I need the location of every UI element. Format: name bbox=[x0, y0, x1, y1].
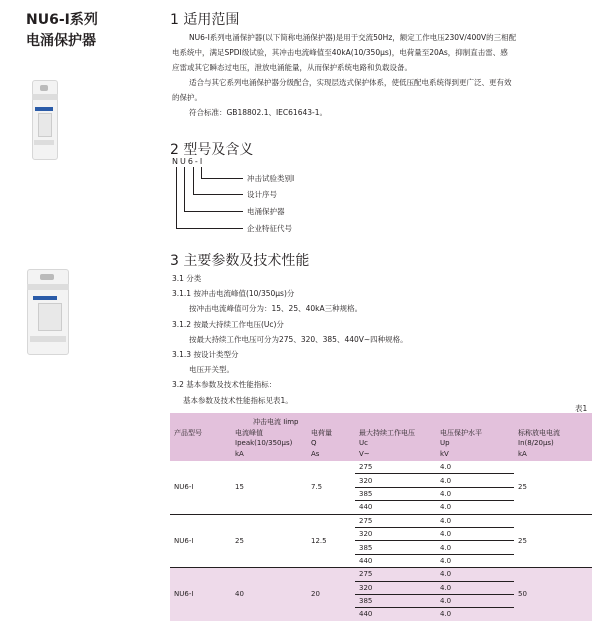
cell-up: 4.0 bbox=[436, 514, 514, 527]
cell-up: 4.0 bbox=[436, 474, 514, 487]
code-item-design-no: 设计序号 bbox=[247, 190, 277, 199]
cell-model: NU6-Ⅰ bbox=[174, 483, 194, 492]
section3-line: 按最大持续工作电压可分为275、320、385、440V~四种规格。 bbox=[189, 334, 408, 344]
cell-in: 25 bbox=[518, 483, 527, 492]
section3-line: 3.1 分类 bbox=[172, 274, 202, 283]
section3-line: 基本参数及技术性能指标见表1。 bbox=[183, 395, 293, 405]
cell-uc: 385 bbox=[355, 487, 436, 500]
section3-line: 3.1.1 按冲击电流峰值(10/350μs)分 bbox=[172, 289, 295, 299]
table-row bbox=[170, 568, 592, 581]
cell-up: 4.0 bbox=[436, 594, 514, 607]
cell-model: NU6-Ⅰ bbox=[170, 568, 231, 621]
section1-line: 应雷或其它瞬态过电压，泄放电涌能量，从而保护系统电路和负载设备。 bbox=[172, 63, 412, 72]
section2-heading: 2 型号及含义 bbox=[170, 142, 254, 158]
section3-line: 电压开关型。 bbox=[189, 365, 234, 375]
section3-line: 3.2 基本参数及技术性能指标： bbox=[172, 380, 277, 390]
table-row bbox=[170, 461, 592, 474]
cell-up: 4.0 bbox=[436, 568, 514, 581]
cell-ipeak: 25 bbox=[231, 514, 307, 568]
cell-model: NU6-Ⅰ bbox=[170, 514, 231, 568]
section1-line: 适合与其它系列电涌保护器分级配合，实现层选式保护体系，使低压配电系统得到更广泛、更有效 bbox=[189, 78, 512, 87]
code-item-test-class: 冲击试验类别Ⅰ bbox=[247, 174, 295, 183]
code-item-company-code: 企业特征代号 bbox=[247, 224, 292, 233]
section1-body bbox=[172, 30, 592, 120]
product-title-line2: 电涌保护器 bbox=[26, 33, 96, 49]
section1-line: 的保护。 bbox=[172, 93, 202, 102]
product-title-line1: NU6-Ⅰ系列 bbox=[26, 12, 98, 28]
parameters-table bbox=[170, 413, 592, 621]
section1-line: 电系统中，满足SPDⅠ级试验，其冲击电流峰值至40kA(10/350μs)，电荷量至20As，抑制直击雷、感 bbox=[172, 48, 508, 57]
section1-heading: 1 适用范围 bbox=[170, 12, 240, 28]
cell-up: 4.0 bbox=[440, 463, 452, 472]
cell-charge: 12.5 bbox=[307, 514, 355, 568]
cell-in: 25 bbox=[514, 514, 592, 568]
header-ipeak: 冲击电流 Iimp 电流峰值 Ipeak(10/350μs) kA bbox=[231, 413, 307, 461]
cell-up: 4.0 bbox=[436, 554, 514, 567]
product-title bbox=[26, 12, 98, 50]
code-item-spd: 电涌保护器 bbox=[247, 207, 285, 216]
section3-heading: 3 主要参数及技术性能 bbox=[170, 253, 310, 269]
cell-up: 4.0 bbox=[436, 487, 514, 500]
cell-uc: 320 bbox=[355, 527, 436, 540]
cell-uc: 275 bbox=[359, 463, 373, 472]
header-in: 标称放电电流 In(8/20μs) kA bbox=[514, 413, 592, 461]
cell-ipeak: 15 bbox=[235, 483, 244, 492]
cell-charge: 7.5 bbox=[311, 483, 323, 492]
section3-body bbox=[172, 271, 592, 408]
header-model: 产品型号 bbox=[170, 413, 231, 461]
table-header bbox=[170, 413, 592, 461]
cell-in: 50 bbox=[514, 568, 592, 621]
cell-uc: 440 bbox=[355, 554, 436, 567]
cell-up: 4.0 bbox=[436, 608, 514, 621]
table-label: 表1 bbox=[575, 404, 588, 413]
cell-up: 4.0 bbox=[436, 581, 514, 594]
header-up: 电压保护水平 Up kV bbox=[436, 413, 514, 461]
header-uc: 最大持续工作电压 Uc V~ bbox=[355, 413, 436, 461]
section1-line: 符合标准：GB18802.1、IEC61643-1。 bbox=[189, 108, 327, 117]
cell-uc: 385 bbox=[355, 541, 436, 554]
cell-uc: 320 bbox=[355, 474, 436, 487]
cell-up: 4.0 bbox=[436, 527, 514, 540]
table-row bbox=[170, 514, 592, 527]
cell-uc: 385 bbox=[355, 594, 436, 607]
cell-ipeak: 40 bbox=[231, 568, 307, 621]
cell-uc: 275 bbox=[355, 514, 436, 527]
cell-up: 4.0 bbox=[436, 501, 514, 514]
cell-uc: 440 bbox=[355, 608, 436, 621]
cell-uc: 275 bbox=[355, 568, 436, 581]
section1-line: NU6-Ⅰ系列电涌保护器(以下简称电涌保护器)是用于交流50Hz，额定工作电压230V/400V的三相配 bbox=[189, 33, 517, 42]
section3-line: 3.1.2 按最大持续工作电压(Uc)分 bbox=[172, 319, 284, 329]
cell-charge: 20 bbox=[307, 568, 355, 621]
cell-uc: 320 bbox=[355, 581, 436, 594]
cell-uc: 440 bbox=[355, 501, 436, 514]
model-code: NU6-Ⅰ bbox=[172, 157, 205, 166]
header-charge: 电荷量 Q As bbox=[307, 413, 355, 461]
section3-line: 3.1.3 按设计类型分 bbox=[172, 350, 239, 360]
section3-line: 按冲击电流峰值可分为：15、25、40kA三种规格。 bbox=[189, 304, 363, 314]
cell-up: 4.0 bbox=[436, 541, 514, 554]
